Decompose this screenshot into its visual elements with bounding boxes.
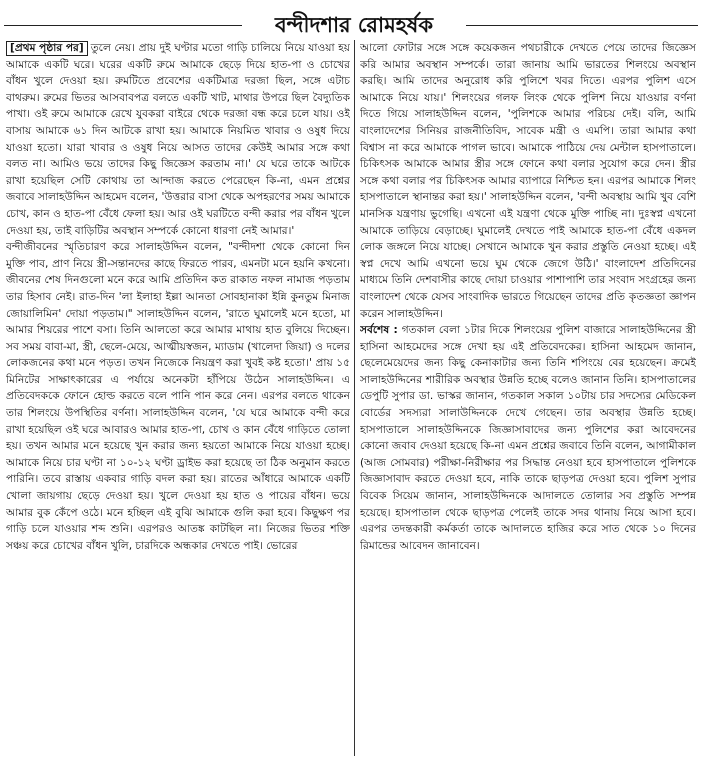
headline-rule-left [4,25,242,26]
continued-from-label: [প্রথম পৃষ্ঠার পর] [6,41,88,56]
headline: বন্দীদশার রোমহর্ষক [274,12,434,37]
column-divider [354,40,355,756]
paragraph-text: তুলে নেয়। প্রায় দুই ঘণ্টার মতো গাড়ি চালিয়ে নিয়ে যাওয়া হয় আমাকে একটি ঘরে। ঘরের একটি রুমে আমাকে ছেড়ে দিয়ে হাত-পা ও চোখের বাঁধন খুলে দেওয়া হয়। রুমটিতে প্রবেশের একটিমাত্র দরজা ছিল, সঙ্গে এটাচ বাথরুম। রুমের ভিতর আসবাবপত্র বলতে একটি খাট, মাথার উপরে ছিল বৈদ্যুতিক পাখা। ওই রুমে আমাকে রেখে যুবকরা বাইরে থেকে দরজা বন্ধ করে চলে যায়। ওই বাসায় আমাকে ৬১ দিন আটকে রাখা হয়। আমাকে নিয়মিত খাবার ও ওষুধ দিয়ে যাওয়া হতো। যারা খাবার ও ওষুধ নিয়ে আসত তাদের কেউই আমার সঙ্গে কথা বলত না। আমিও ভয়ে তাদের কিছু জিজ্ঞেস করতাম না।' যে ঘরে তাকে আটকে রাখা হয়েছিল সেটি কোথায় তা আন্দাজ করতে পেরেছেন কি-না, এমন প্রশ্নের জবাবে সালাহউদ্দিন আহমেদ বলেন, 'উত্তরার বাসা থেকে অপহরণের সময় আমাকে চোখ, কান ও হাত-পা বেঁধে ফেলা হয়। আর ওই ঘরটিতে বন্দী করার পর বাঁধন খুলে দেওয়া হয়, তাই বাড়িটির অবস্থান সম্পর্কে কোনো ধারণা নেই আমার।' [6,42,350,237]
paragraph-text: গতকাল বেলা ১টার দিকে শিলংয়ের পুলিশ বাজারে সালাহউদ্দিনের স্ত্রী হাসিনা আহমেদের সঙ্গে দেখা হয় এই প্রতিবেদকের। হাসিনা আহমেদ জানান, ছেলেমেয়েদের জন্য কিছু কেনাকাটার জন্য তিনি শপিংয়ে বের হয়েছেন। ক্রমেই সালাহউদ্দিনের শারীরিক অবস্থার উন্নতি হচ্ছে বলেও জানান তিনি। হাসপাতালের ডেপুটি সুপার ডা. ভাস্কর জানান, গতকাল সকাল ১০টায় চার সদস্যের মেডিকেল বোর্ডের সদস্যরা সালাউদ্দিনকে দেখে গেছেন। তার অবস্থার উন্নতি হচ্ছে। হাসপাতালে সালাহউদ্দিনকে জিজ্ঞাসাবাদের জন্য পুলিশের করা আবেদনের কোনো জবাব দেওয়া হয়েছে কি-না এমন প্রশ্নের জবাবে তিনি বলেন, আগামীকাল (আজ সোমবার) পরীক্ষা-নিরীক্ষার পর সিদ্ধান্ত নেওয়া হবে হাসপাতালে পুলিশকে জিজ্ঞাসাবাদ করতে দেওয়া হবে, নাকি তাকে ছাড়পত্র দেওয়া হবে। পুলিশ সুপার বিবেক সিয়েম জানান, সালাহউদ্দিনকে আদালতে তোলার সব প্রস্তুতি সম্পন্ন হয়েছে। হাসপাতাল থেকে ছাড়পত্র পেলেই তাকে সদর থানায় নিয়ে আসা হবে। এরপর তদন্তকারী কর্মকর্তা তাকে আদালতে হাজির করে সাত থেকে ১০ দিনের রিমান্ডের আবেদন জানাবেন। [360,324,696,552]
article-column-right [360,40,696,760]
article-paragraph: বন্দীজীবনের স্মৃতিচারণ করে সালাহউদ্দিন বলেন, "বন্দীদশা থেকে কোনো দিন মুক্তি পাব, প্রাণ নিয়ে স্ত্রী-সন্তানদের কাছে ফিরতে পারব, এমনটা মনে হয়নি কখনো। জীবনের শেষ দিনগুলো মনে করে আমি প্রতিদিন কত রাকাত নফল নামাজ পড়তাম তার হিসাব নেই। রাত-দিন 'লা ইলাহা ইল্লা আনতা সোবহানাকা ইন্নি কুনতুম মিনাজ জোয়ালিমিন' দোয়া পড়তাম।" সালাহউদ্দিন বলেন, 'রাতে ঘুমালেই মনে হতো, মা আমার শিয়রের পাশে বসা। তিনি আলতো করে আমার মাথায় হাত বুলিয়ে দিচ্ছেন। সব সময় বাবা-মা, স্ত্রী, ছেলে-মেয়ে, আত্মীয়স্বজন, ম্যাডাম (খালেদা জিয়া) ও দলের লোকজনের কথা মনে পড়ত। তখন নিজেকে নিয়ন্ত্রণ করা খুবই কষ্ট হতো।' প্রায় ১৫ মিনিটের সাক্ষাৎকারের এ পর্যায়ে অনেকটা হাঁপিয়ে উঠেন সালাহউদ্দিন। এ প্রতিবেদককে ফোনে হোল্ড করতে বলে পানি পান করে নেন। এরপর বলতে থাকেন তার শিলংয়ে উপস্থিতির বর্ণনা। সালাহউদ্দিন বলেন, 'যে ঘরে আমাকে বন্দী করে রাখা হয়েছিল ওই ঘরে আবারও আমার হাত-পা, চোখ ও কান বেঁধে গাড়িতে তোলা হয়। তখন আমার মনে হয়েছে খুন করার জন্য হয়তো আমাকে নিয়ে যাওয়া হচ্ছে। আমাকে নিয়ে চার ঘণ্টা না ১০-১২ ঘণ্টা ড্রাইভ করা হয়েছে তা ঠিক অনুমান করতে পারিনি। তবে রাস্তায় একবার গাড়ি বদল করা হয়। রাতের আঁধারে আমাকে একটি খোলা জায়গায় ছেড়ে দেওয়া হয়। খুলে দেওয়া হয় হাত ও পায়ের বাঁধন। ভয়ে আমার বুক কেঁপে ওঠে। মনে হচ্ছিল এই বুঝি আমাকে গুলি করা হবে। কিছুক্ষণ পর গাড়ি চলে যাওয়ার শব্দ শুনি। এরপরও আতঙ্ক কাটছিল না। নিজের ভিতর শক্তি সঞ্চয় করে চোখের বাঁধন খুলি, চারদিকে অন্ধকার দেখতে পাই। ভোরের [6,241,350,552]
article-column-left [6,40,350,760]
article-paragraph [360,322,696,554]
headline-bar [0,8,702,42]
article-paragraph [6,40,350,239]
headline-rule-right [466,25,698,26]
paragraph-lead: সর্বশেষ : [360,324,398,337]
article-paragraph: আলো ফোটার সঙ্গে সঙ্গে কয়েকজন পথচারীকে দেখতে পেয়ে তাদের জিজ্ঞেস করি আমার অবস্থান সম্পর্কে। তারা জানায় আমি ভারতের শিলংয়ে অবস্থান করছি। আমি তাদের অনুরোধ করি পুলিশে খবর দিতে। এরপর পুলিশ এসে আমাকে নিয়ে যায়।' শিলংয়ের গলফ লিংক থেকে পুলিশ নিয়ে যাওয়ার বর্ণনা দিতে গিয়ে সালাহউদ্দিন বলেন, 'পুলিশকে আমার পরিচয় দেই। বলি, আমি বাংলাদেশের সিনিয়র রাজনীতিবিদ, সাবেক মন্ত্রী ও এমপি। তারা আমার কথা বিশ্বাস না করে আমাকে পাগল ভাবে। আমাকে পাঠিয়ে দেয় মেন্টাল হাসপাতালে। চিকিৎসক আমাকে আমার স্ত্রীর সঙ্গে ফোনে কথা বলার সুযোগ করে দেন। স্ত্রীর সঙ্গে কথা বলার পর চিকিৎসক আমার ব্যাপারে নিশ্চিত হন। এরপর আমাকে শিলং হাসপাতালে স্থানান্তর করা হয়।' সালাহউদ্দিন বলেন, 'বন্দী অবস্থায় আমি খুব বেশি মানসিক যন্ত্রণায় ভুগেছি। এখনো এই যন্ত্রণা থেকে মুক্তি পাচ্ছি না। দুঃস্বপ্ন এখনো আমাকে তাড়িয়ে বেড়াচ্ছে। ঘুমালেই দেখতে পাই আমাকে হাত-পা বেঁধে একদল লোক জঙ্গলে নিয়ে যাচ্ছে। সেখানে আমাকে খুন করার প্রস্তুতি নেওয়া হচ্ছে। এই স্বপ্ন দেখে আমি এখনো ভয়ে ঘুম থেকে জেগে উঠি।' বাংলাদেশ প্রতিদিনের মাধ্যমে তিনি দেশবাসীর কাছে দোয়া চাওয়ার পাশাপাশি তার সংবাদ সংগ্রহের জন্য বাংলাদেশ থেকে যেসব সাংবাদিক ভারতে গিয়েছেন তাদের প্রতি কৃতজ্ঞতা জ্ঞাপন করেন সালাহউদ্দিন। [360,42,696,320]
